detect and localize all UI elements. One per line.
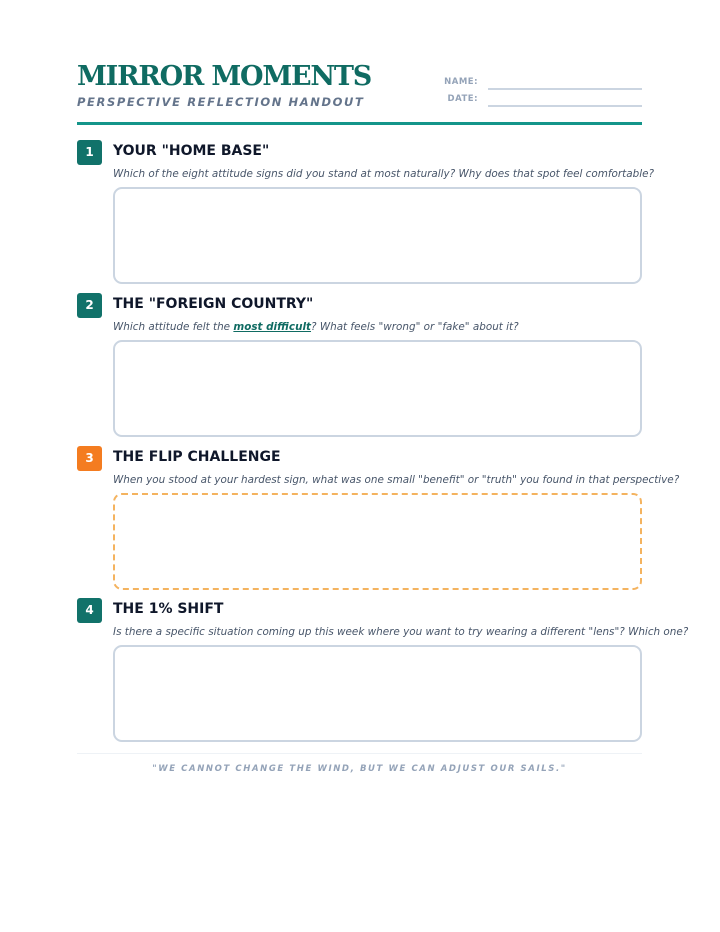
date-label: DATE: bbox=[447, 94, 478, 104]
section-title: YOUR "HOME BASE" bbox=[113, 143, 270, 159]
name-line[interactable] bbox=[488, 88, 642, 90]
prompt-text-start: Which attitude felt the bbox=[113, 321, 234, 333]
section-title: THE "FOREIGN COUNTRY" bbox=[113, 296, 314, 312]
prompt-text-end: ? What feels "wrong" or "fake" about it? bbox=[311, 321, 519, 333]
section-prompt: Which of the eight attitude signs did you stand at most naturally? Why does that spot feel comfortable? bbox=[113, 168, 654, 180]
footer-divider bbox=[77, 753, 642, 754]
name-field[interactable] bbox=[432, 77, 642, 91]
section-number-badge: 4 bbox=[77, 598, 102, 623]
section-number-badge: 3 bbox=[77, 446, 102, 471]
header bbox=[77, 0, 642, 126]
answer-box[interactable] bbox=[113, 645, 642, 742]
page-title: MIRROR MOMENTS bbox=[77, 61, 372, 92]
section-number-badge: 2 bbox=[77, 293, 102, 318]
date-field[interactable] bbox=[432, 94, 642, 108]
header-divider bbox=[77, 122, 642, 125]
section-prompt bbox=[113, 321, 519, 333]
date-line[interactable] bbox=[488, 105, 642, 107]
answer-box[interactable] bbox=[113, 340, 642, 437]
section-title: THE FLIP CHALLENGE bbox=[113, 449, 281, 465]
name-label: NAME: bbox=[444, 77, 478, 87]
prompt-emphasis: most difficult bbox=[233, 321, 312, 333]
section-prompt: When you stood at your hardest sign, what was one small "benefit" or "truth" you found in that perspective? bbox=[113, 474, 680, 486]
footer-quote: "WE CANNOT CHANGE THE WIND, BUT WE CAN ADJUST OUR SAILS." bbox=[152, 764, 567, 774]
section-prompt: Is there a specific situation coming up this week where you want to try wearing a different "lens"? Which one? bbox=[113, 626, 689, 638]
section-title: THE 1% SHIFT bbox=[113, 601, 224, 617]
section-number-badge: 1 bbox=[77, 140, 102, 165]
page-subtitle: PERSPECTIVE REFLECTION HANDOUT bbox=[77, 95, 365, 109]
answer-box-highlighted[interactable] bbox=[113, 493, 642, 590]
handout-page bbox=[77, 0, 689, 774]
answer-box[interactable] bbox=[113, 187, 642, 284]
